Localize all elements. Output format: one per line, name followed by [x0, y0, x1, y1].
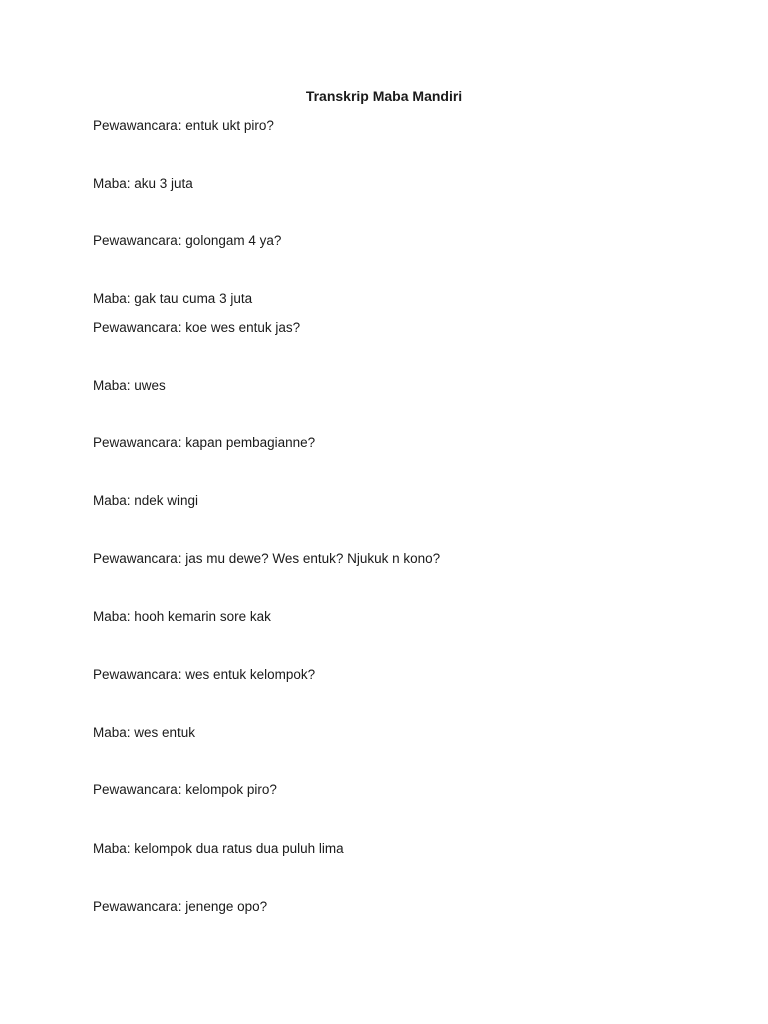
transcript-line: Maba: aku 3 juta	[93, 176, 193, 191]
transcript-line: Pewawancara: kapan pembagianne?	[93, 435, 316, 450]
transcript-line: Pewawancara: koe wes entuk jas?	[93, 320, 301, 335]
transcript-line: Maba: uwes	[93, 378, 166, 393]
transcript-line: Maba: gak tau cuma 3 juta	[93, 291, 253, 306]
transcript-line: Pewawancara: wes entuk kelompok?	[93, 667, 316, 682]
transcript-line: Maba: wes entuk	[93, 725, 196, 740]
document-title: Transkrip Maba Mandiri	[305, 88, 463, 104]
transcript-line: Maba: ndek wingi	[93, 493, 199, 508]
transcript-line: Pewawancara: jenenge opo?	[93, 899, 268, 914]
transcript-line: Pewawancara: golongam 4 ya?	[93, 233, 282, 248]
transcript-line: Pewawancara: jas mu dewe? Wes entuk? Njukuk n kono?	[93, 551, 441, 566]
transcript-line: Pewawancara: entuk ukt piro?	[93, 118, 274, 133]
transcript-line: Pewawancara: kelompok piro?	[93, 782, 277, 797]
transcript-line: Maba: kelompok dua ratus dua puluh lima	[93, 841, 344, 856]
transcript-line: Maba: hooh kemarin sore kak	[93, 609, 271, 624]
